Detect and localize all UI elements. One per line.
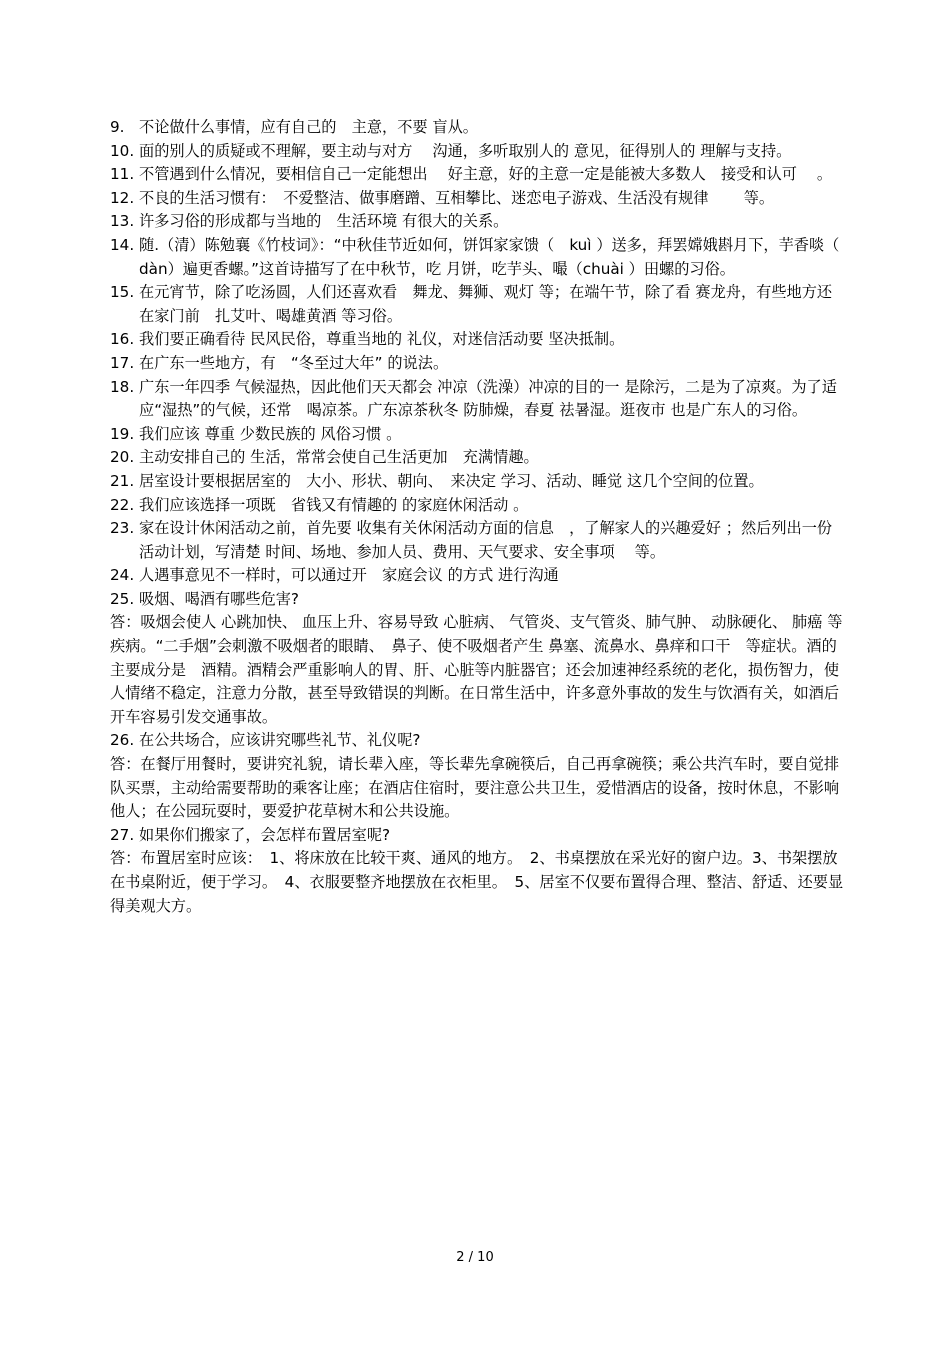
list-item [110,352,845,376]
item-text: 不良的生活习惯有： 不爱整洁、做事磨蹭、互相攀比、迷恋电子游戏、生活没有规律 等。 [139,188,775,207]
list-item [110,494,845,518]
item-number: 25. [110,589,135,608]
item-text: 人遇事意见不一样时，可以通过开 家庭会议 的方式 进行沟通 [139,566,559,585]
item-text: 居室设计要根据居室的 大小、形状、朝向、 来决定 学习、活动、睡觉 这几个空间的位置。 [139,471,764,490]
item-text: 家在设计休闲活动之前，首先要 收集有关休闲活动方面的信息 ，了解家人的兴趣爱好 ；然后列出一份 活动计划，写清楚 时间、场地、参加人员、费用、天气要求、安全事项 等。 [139,519,833,561]
list-item [110,163,845,187]
answer-25: 答：吸烟会使人 心跳加快、 血压上升、容易导致 心脏病、 气管炎、支气管炎、肺气肿、 动脉硬化、 肺癌 等疾病。“二手烟”会刺激不吸烟者的眼睛、 鼻子、使不吸烟者产生 鼻塞、流鼻水、鼻痒和口干 等症状。酒的主要成分是 酒精。酒精会严重影响人的胃、肝、心脏等内脏器官；还会加速神经系统的老化，损伤智力，使人情绪不稳定，注意力分散，甚至导致错误的判断。在日常生活中，许多意外事故的发生与饮酒有关，如酒后开车容易引发交通事故。 [110,613,843,726]
item-number: 27. [110,825,135,844]
list-item [110,210,845,234]
item-number: 13. [110,212,135,231]
item-text: 广东一年四季 气候湿热，因此他们天天都会 冲凉（洗澡）冲凉的目的一 是除污，二是为了凉爽。为了适应“湿热”的气候，还常 喝凉茶。广东凉茶秋冬 防肺燥，春夏 祛暑湿。逛夜市 也是广东人的习俗。 [139,377,837,420]
item-number: 21. [110,471,135,490]
list-item [110,187,845,211]
item-text: 我们应该 尊重 少数民族的 风俗习惯 。 [139,424,402,443]
item-number: 12. [110,188,135,207]
item-number: 17. [110,353,135,372]
item-text: 不管遇到什么情况，要相信自己一定能想出 好主意，好的主意一定是能被大多数人 接受和认可 。 [139,165,833,184]
item-text: 吸烟、喝酒有哪些危害? [139,589,299,608]
item-text: 面的别人的质疑或不理解，要主动与对方 沟通，多听取别人的 意见，征得别人的 理解与支持。 [139,141,792,160]
item-number: 16. [110,330,135,349]
item-text: 不论做什么事情，应有自己的 主意，不要 盲从。 [139,118,478,136]
item-number: 9. [110,118,125,136]
item-text: 许多习俗的形成都与当地的 生活环境 有很大的关系。 [139,212,509,231]
list-item [110,423,845,447]
item-text: 主动安排自己的 生活，常常会使自己生活更加 充满情趣。 [139,448,539,467]
list-item [110,376,845,423]
list-item [110,140,845,164]
list-item [110,446,845,470]
item-text: 我们要正确看待 民风民俗，尊重当地的 礼仪，对迷信活动要 坚决抵制。 [139,330,625,349]
list-item [110,328,845,352]
document-content [110,116,845,918]
answer-27: 答：布置居室时应该： 1、将床放在比较干爽、通风的地方。 2、书桌摆放在采光好的窗户边。3、书架摆放在书桌附近，便于学习。 4、衣服要整齐地摆放在衣柜里。 5、居室不仅要布置得合理、整洁、舒适、还要显得美观大方。 [110,849,844,915]
list-item [110,517,845,564]
item-number: 22. [110,495,135,514]
list-item [110,234,845,281]
list-item [110,281,845,328]
item-number: 14. [110,235,135,254]
answer-26: 答：在餐厅用餐时，要讲究礼貌，请长辈入座，等长辈先拿碗筷后，自己再拿碗筷；乘公共汽车时，要自觉排队买票，主动给需要帮助的乘客让座；在酒店住宿时，要注意公共卫生，爱惜酒店的设备，按时休息，不影响他人；在公园玩耍时，要爱护花草树木和公共设施。 [110,755,839,821]
item-text: 在元宵节，除了吃汤圆，人们还喜欢看 舞龙、舞狮、观灯 等；在端午节，除了看 赛龙舟，有些地方还在家门前 扎艾叶、喝雄黄酒 等习俗。 [139,283,833,325]
page-number: 2 / 10 [456,1250,494,1265]
item-text: 在广东一些地方，有 “冬至过大年” 的说法。 [139,353,449,372]
item-number: 26. [110,731,135,750]
item-number: 20. [110,448,135,467]
item-text: 我们应该选择一项既 省钱又有情趣的 的家庭休闲活动 。 [139,495,529,514]
item-number: 19. [110,424,135,443]
item-number: 18. [110,377,135,396]
item-number: 10. [110,141,135,160]
list-item [110,824,845,848]
item-number: 11. [110,165,135,184]
item-text: 在公共场合，应该讲究哪些礼节、礼仪呢? [139,731,421,750]
item-number: 15. [110,283,135,302]
list-item [110,729,845,753]
list-item [110,564,845,588]
list-item [110,470,845,494]
item-text: 随.（清）陈勉襄《竹枝词》：“中秋佳节近如何，饼饵家家馈（ kuì ）送多，拜罢嫦娥斟月下，芋香啖（ dàn）遍更香螺。”这首诗描写了在中秋节，吃 月饼，吃芋头、嘬（chuài ）田螺的习俗。 [139,235,840,278]
item-number: 24. [110,566,135,585]
list-item [110,588,845,612]
item-text: 如果你们搬家了，会怎样布置居室呢? [139,825,391,844]
list-item [110,116,845,140]
item-number: 23. [110,519,135,538]
